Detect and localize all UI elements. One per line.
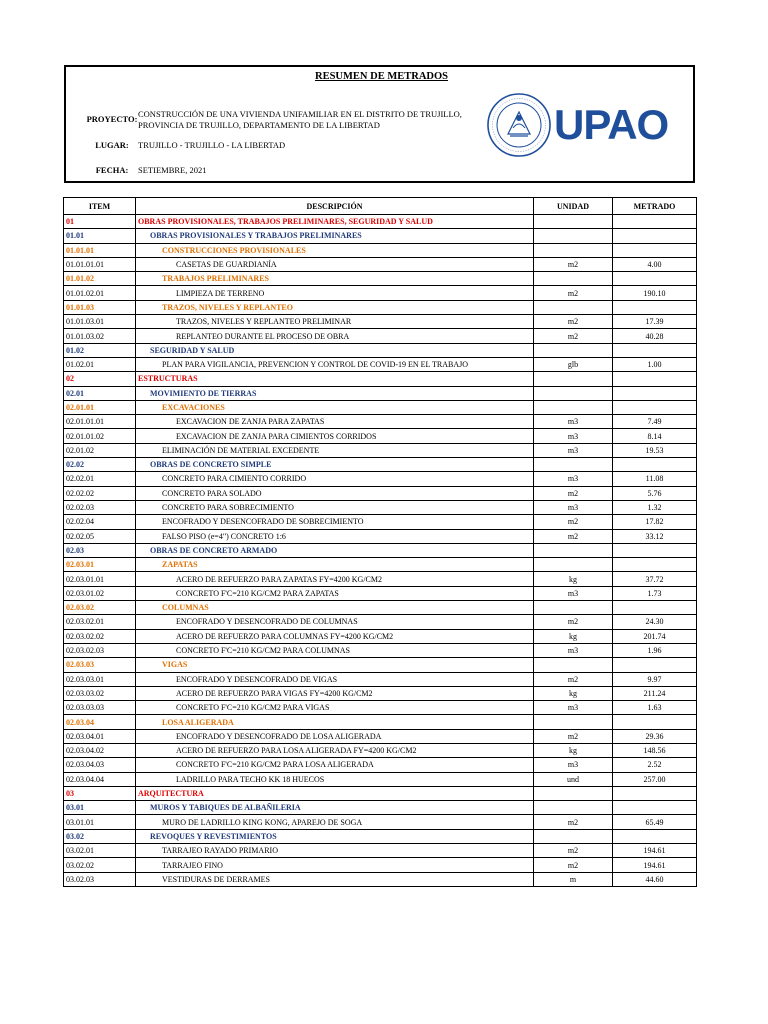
unit-cell [534,343,613,357]
description-cell: VESTIDURAS DE DERRAMES [136,872,534,886]
item-cell: 02.02.02 [64,486,136,500]
item-cell: 02.03.03.02 [64,686,136,700]
description-cell: CONCRETO PARA CIMIENTO CORRIDO [136,472,534,486]
metrado-cell: 33.12 [613,529,697,543]
item-cell: 02.03.02.03 [64,643,136,657]
item-cell: 02.03.03 [64,658,136,672]
description-cell: CONSTRUCCIONES PROVISIONALES [136,243,534,257]
description-cell: LIMPIEZA DE TERRENO [136,286,534,300]
metrado-cell: 1.32 [613,500,697,514]
metrado-cell: 148.56 [613,743,697,757]
unit-cell [534,829,613,843]
unit-cell: m2 [534,858,613,872]
description-cell: TRABAJOS PRELIMINARES [136,272,534,286]
unit-cell [534,272,613,286]
unit-cell: kg [534,629,613,643]
metrado-cell: 11.08 [613,472,697,486]
metrados-table [63,197,697,887]
metrado-cell: 1.00 [613,357,697,371]
description-cell: CONCRETO PARA SOBRECIMIENTO [136,500,534,514]
unit-cell [534,372,613,386]
description-cell: CONCRETO F'C=210 KG/CM2 PARA COLUMNAS [136,643,534,657]
metrado-cell: 2.52 [613,758,697,772]
table-row [64,272,697,286]
description-cell: TRAZOS, NIVELES Y REPLANTEO [136,300,534,314]
item-cell: 02.03.04 [64,715,136,729]
metrado-cell: 194.61 [613,858,697,872]
table-row [64,658,697,672]
item-cell: 02 [64,372,136,386]
table-row [64,229,697,243]
unit-cell [534,243,613,257]
description-cell: OBRAS DE CONCRETO SIMPLE [136,458,534,472]
table-row [64,215,697,229]
metrado-cell: 40.28 [613,329,697,343]
table-row [64,443,697,457]
unit-cell: m3 [534,472,613,486]
proyecto-line-2: PROVINCIA DE TRUJILLO, DEPARTAMENTO DE LA LIBERTAD [138,120,380,130]
unit-cell [534,558,613,572]
description-cell: ACERO DE REFUERZO PARA COLUMNAS FY=4200 KG/CM2 [136,629,534,643]
table-row [64,801,697,815]
description-cell: ENCOFRADO Y DESENCOFRADO DE COLUMNAS [136,615,534,629]
upao-logo: UPAO [554,101,669,148]
table-row [64,529,697,543]
table-row [64,257,697,271]
item-cell: 02.03.01.02 [64,586,136,600]
metrado-cell [613,272,697,286]
description-cell: ENCOFRADO Y DESENCOFRADO DE VIGAS [136,672,534,686]
table-row [64,286,697,300]
table-row [64,615,697,629]
item-cell: 02.02.01 [64,472,136,486]
table-row [64,715,697,729]
item-cell: 01.01 [64,229,136,243]
description-cell: ESTRUCTURAS [136,372,534,386]
proyecto-line-1: CONSTRUCCIÓN DE UNA VIVIENDA UNIFAMILIAR EN EL DISTRITO DE TRUJILLO, [138,109,462,119]
item-cell: 02.01.02 [64,443,136,457]
metrado-cell [613,229,697,243]
table-row [64,458,697,472]
metrado-cell [613,386,697,400]
metrado-cell: 201.74 [613,629,697,643]
unit-cell: m2 [534,486,613,500]
item-cell: 01.01.01.01 [64,257,136,271]
item-cell: 03.02.03 [64,872,136,886]
unit-cell [534,658,613,672]
item-cell: 02.03.04.01 [64,729,136,743]
description-cell: REPLANTEO DURANTE EL PROCESO DE OBRA [136,329,534,343]
unit-cell: m3 [534,758,613,772]
unit-cell: m3 [534,701,613,715]
table-row [64,400,697,414]
item-cell: 02.01 [64,386,136,400]
table-row [64,786,697,800]
table-row [64,772,697,786]
description-cell: MUROS Y TABIQUES DE ALBAÑILERIA [136,801,534,815]
table-row [64,500,697,514]
description-cell: EXCAVACION DE ZANJA PARA CIMIENTOS CORRIDOS [136,429,534,443]
unit-cell: m2 [534,844,613,858]
item-cell: 02.03.03.03 [64,701,136,715]
description-cell: COLUMNAS [136,601,534,615]
unit-cell: m2 [534,672,613,686]
item-cell: 03.02.02 [64,858,136,872]
metrado-cell [613,215,697,229]
item-cell: 01.01.03.02 [64,329,136,343]
metrado-cell: 37.72 [613,572,697,586]
column-header-unidad: UNIDAD [534,198,613,215]
table-row [64,472,697,486]
unit-cell: m2 [534,615,613,629]
metrado-cell [613,400,697,414]
table-row [64,829,697,843]
description-cell: FALSO PISO (e=4") CONCRETO 1:6 [136,529,534,543]
table-row [64,515,697,529]
table-row [64,672,697,686]
description-cell: MOVIMIENTO DE TIERRAS [136,386,534,400]
item-cell: 03.01.01 [64,815,136,829]
item-cell: 02.01.01.02 [64,429,136,443]
unit-cell: kg [534,686,613,700]
table-row [64,543,697,557]
unit-cell: m2 [534,286,613,300]
page-title: RESUMEN DE METRADOS [314,71,448,82]
table-row [64,572,697,586]
table-row [64,872,697,886]
metrado-cell: 65.49 [613,815,697,829]
table-header-row [64,198,697,215]
unit-cell: m2 [534,257,613,271]
unit-cell: glb [534,357,613,371]
unit-cell: m3 [534,415,613,429]
fecha-value: SETIEMBRE, 2021 [138,165,207,175]
table-row [64,558,697,572]
table-row [64,686,697,700]
unit-cell: kg [534,743,613,757]
description-cell: ELIMINACIÓN DE MATERIAL EXCEDENTE [136,443,534,457]
lugar-label: LUGAR: [95,140,129,150]
description-cell: ACERO DE REFUERZO PARA ZAPATAS FY=4200 KG/CM2 [136,572,534,586]
unit-cell [534,786,613,800]
item-cell: 01 [64,215,136,229]
unit-cell: und [534,772,613,786]
metrado-cell [613,829,697,843]
item-cell: 03.01 [64,801,136,815]
proyecto-label: PROYECTO: [86,114,138,124]
description-cell: ENCOFRADO Y DESENCOFRADO DE SOBRECIMIENTO [136,515,534,529]
table-row [64,329,697,343]
column-header-descripcion: DESCRIPCIÓN [136,198,534,215]
metrado-cell [613,786,697,800]
unit-cell [534,400,613,414]
unit-cell: m2 [534,529,613,543]
table-row [64,415,697,429]
table-row [64,701,697,715]
unit-cell [534,801,613,815]
metrado-cell: 29.36 [613,729,697,743]
university-seal-icon [486,92,552,158]
item-cell: 03.02 [64,829,136,843]
item-cell: 02.02.05 [64,529,136,543]
unit-cell: m2 [534,729,613,743]
description-cell: TARRAJEO RAYADO PRIMARIO [136,844,534,858]
table-row [64,629,697,643]
header-box [64,65,695,183]
description-cell: OBRAS PROVISIONALES, TRABAJOS PRELIMINARES, SEGURIDAD Y SALUD [136,215,534,229]
item-cell: 02.03.04.02 [64,743,136,757]
table-row [64,601,697,615]
metrado-cell [613,658,697,672]
metrado-cell [613,372,697,386]
item-cell: 02.03.02.01 [64,615,136,629]
metrado-cell: 194.61 [613,844,697,858]
description-cell: CONCRETO PARA SOLADO [136,486,534,500]
table-row [64,243,697,257]
metrado-cell [613,601,697,615]
metrado-cell [613,300,697,314]
metrado-cell: 24.30 [613,615,697,629]
description-cell: EXCAVACION DE ZANJA PARA ZAPATAS [136,415,534,429]
fecha-label: FECHA: [95,165,129,175]
table-row [64,729,697,743]
item-cell: 01.02 [64,343,136,357]
description-cell: TARRAJEO FINO [136,858,534,872]
metrado-cell [613,243,697,257]
unit-cell [534,543,613,557]
metrado-cell [613,458,697,472]
unit-cell: m3 [534,443,613,457]
table-row [64,758,697,772]
table-row [64,343,697,357]
item-cell: 01.01.02.01 [64,286,136,300]
metrado-cell: 19.53 [613,443,697,457]
table-row [64,815,697,829]
description-cell: MURO DE LADRILLO KING KONG, APAREJO DE SOGA [136,815,534,829]
unit-cell: m3 [534,429,613,443]
item-cell: 02.03 [64,543,136,557]
item-cell: 02.02.03 [64,500,136,514]
unit-cell [534,386,613,400]
metrado-cell: 7.49 [613,415,697,429]
metrado-cell: 17.39 [613,315,697,329]
metrado-cell [613,343,697,357]
item-cell: 02.01.01.01 [64,415,136,429]
metrado-cell: 4.00 [613,257,697,271]
unit-cell [534,715,613,729]
unit-cell [534,215,613,229]
table-row [64,486,697,500]
unit-cell: m2 [534,315,613,329]
unit-cell: m3 [534,643,613,657]
table-row [64,844,697,858]
description-cell: LOSA ALIGERADA [136,715,534,729]
item-cell: 02.03.01 [64,558,136,572]
description-cell: ENCOFRADO Y DESENCOFRADO DE LOSA ALIGERADA [136,729,534,743]
item-cell: 01.02.01 [64,357,136,371]
description-cell: REVOQUES Y REVESTIMIENTOS [136,829,534,843]
metrado-cell: 17.82 [613,515,697,529]
unit-cell: m2 [534,815,613,829]
description-cell: TRAZOS, NIVELES Y REPLANTEO PRELIMINAR [136,315,534,329]
table-body [64,215,697,887]
unit-cell: m [534,872,613,886]
description-cell: ACERO DE REFUERZO PARA LOSA ALIGERADA FY=4200 KG/CM2 [136,743,534,757]
metrado-cell: 44.60 [613,872,697,886]
unit-cell: kg [534,572,613,586]
item-cell: 03 [64,786,136,800]
item-cell: 01.01.03.01 [64,315,136,329]
unit-cell [534,229,613,243]
unit-cell: m2 [534,515,613,529]
column-header-item: ITEM [64,198,136,215]
description-cell: OBRAS DE CONCRETO ARMADO [136,543,534,557]
unit-cell [534,458,613,472]
table-row [64,858,697,872]
description-cell: CONCRETO F'C=210 KG/CM2 PARA LOSA ALIGERADA [136,758,534,772]
lugar-value: TRUJILLO - TRUJILLO - LA LIBERTAD [138,140,286,150]
description-cell: PLAN PARA VIGILANCIA, PREVENCION Y CONTROL DE COVID-19 EN EL TRABAJO [136,357,534,371]
item-cell: 02.03.01.01 [64,572,136,586]
description-cell: ACERO DE REFUERZO PARA VIGAS FY=4200 KG/CM2 [136,686,534,700]
item-cell: 02.01.01 [64,400,136,414]
metrado-cell: 211.24 [613,686,697,700]
metrado-cell: 1.96 [613,643,697,657]
table-row [64,586,697,600]
item-cell: 01.01.02 [64,272,136,286]
table-row [64,643,697,657]
item-cell: 02.03.02.02 [64,629,136,643]
description-cell: SEGURIDAD Y SALUD [136,343,534,357]
item-cell: 02.03.04.04 [64,772,136,786]
column-header-metrado: METRADO [613,198,697,215]
unit-cell [534,300,613,314]
table-row [64,429,697,443]
description-cell: VIGAS [136,658,534,672]
metrado-cell: 8.14 [613,429,697,443]
table-row [64,743,697,757]
description-cell: LADRILLO PARA TECHO KK 18 HUECOS [136,772,534,786]
description-cell: CONCRETO F'C=210 KG/CM2 PARA ZAPATAS [136,586,534,600]
metrado-cell: 190.10 [613,286,697,300]
table-row [64,315,697,329]
item-cell: 02.02.04 [64,515,136,529]
item-cell: 02.02 [64,458,136,472]
item-cell: 02.03.02 [64,601,136,615]
description-cell: OBRAS PROVISIONALES Y TRABAJOS PRELIMINARES [136,229,534,243]
metrado-cell: 1.73 [613,586,697,600]
description-cell: EXCAVACIONES [136,400,534,414]
metrado-cell: 257.00 [613,772,697,786]
unit-cell: m2 [534,329,613,343]
metrado-cell: 9.97 [613,672,697,686]
item-cell: 02.03.04.03 [64,758,136,772]
metrado-cell [613,558,697,572]
unit-cell: m3 [534,500,613,514]
metrado-cell [613,715,697,729]
table-row [64,386,697,400]
item-cell: 02.03.03.01 [64,672,136,686]
item-cell: 03.02.01 [64,844,136,858]
description-cell: ZAPATAS [136,558,534,572]
description-cell: ARQUITECTURA [136,786,534,800]
item-cell: 01.01.01 [64,243,136,257]
table-row [64,357,697,371]
unit-cell: m3 [534,586,613,600]
metrado-cell: 5.76 [613,486,697,500]
table-row [64,300,697,314]
table-row [64,372,697,386]
item-cell: 01.01.03 [64,300,136,314]
description-cell: CASETAS DE GUARDIANÍA [136,257,534,271]
metrado-cell [613,543,697,557]
unit-cell [534,601,613,615]
metrado-cell [613,801,697,815]
description-cell: CONCRETO F'C=210 KG/CM2 PARA VIGAS [136,701,534,715]
metrado-cell: 1.63 [613,701,697,715]
